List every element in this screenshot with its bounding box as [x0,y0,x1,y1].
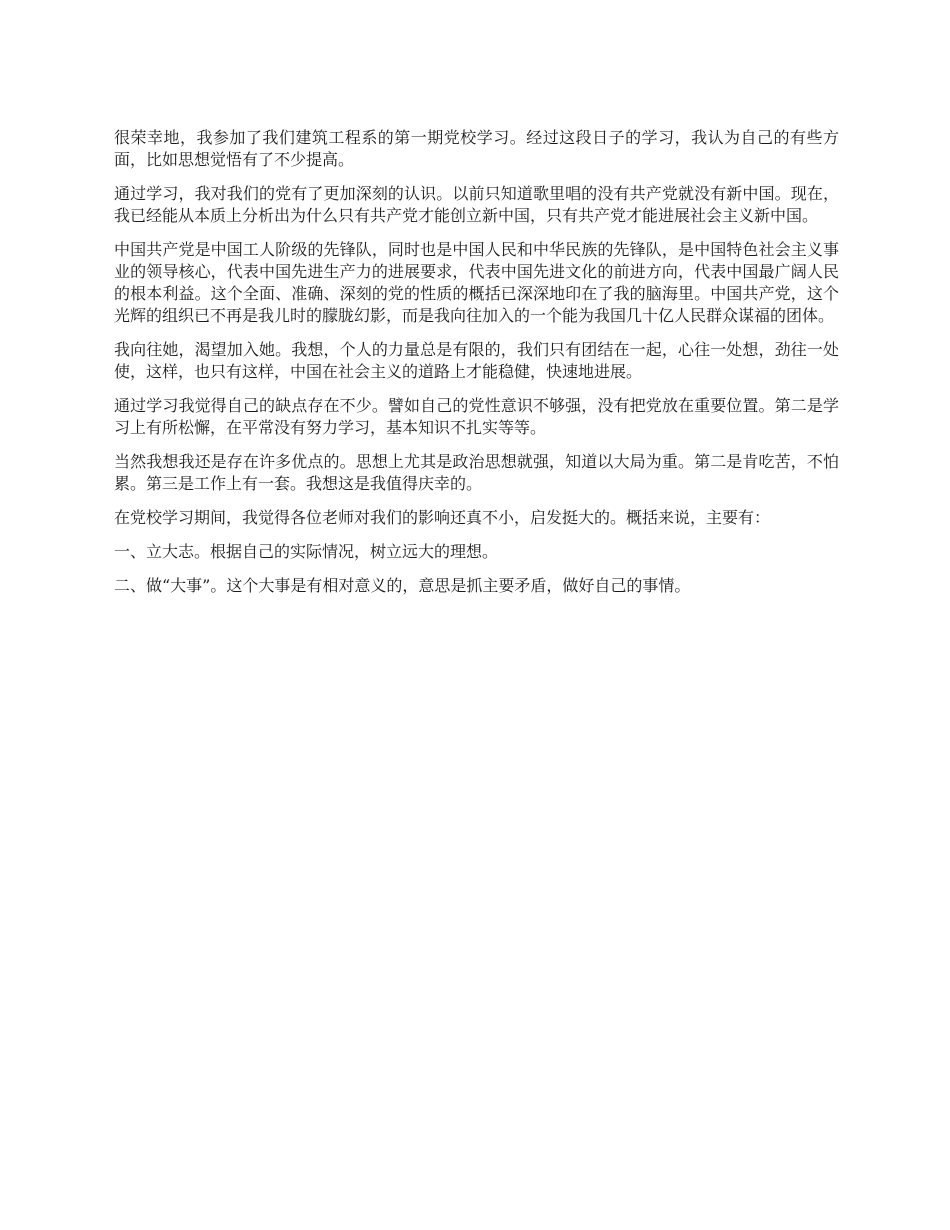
paragraph-point-two: 二、做“大事”。这个大事是有相对意义的，意思是抓主要矛盾，做好自己的事情。 [114,576,691,595]
paragraph-shortcomings: 通过学习我觉得自己的缺点存在不少。譬如自己的党性意识不够强，没有把党放在重要位置。第二是学习上有所松懈，在平常没有努力学习，基本知识不扎实等等。 [114,396,839,437]
paragraph-understanding: 通过学习，我对我们的党有了更加深刻的认识。以前只知道歌里唱的没有共产党就没有新中国。现在，我已经能从本质上分析出为什么只有共产党才能创立新中国，只有共产党才能进展社会主义新中国。 [114,184,839,225]
document-body [114,127,839,609]
paragraph-party-nature: 中国共产党是中国工人阶级的先锋队，同时也是中国人民和中华民族的先锋队，是中国特色社会主义事业的领导核心，代表中国先进生产力的进展要求，代表中国先进文化的前进方向，代表中国最广阔人民的根本利益。这个全面、准确、深刻的党的性质的概括已深深地印在了我的脑海里。中国共产党，这个光辉的组织已不再是我儿时的朦胧幻影，而是我向往加入的一个能为我国几十亿人民群众谋福的团体。 [114,240,839,325]
paragraph-point-one: 一、立大志。根据自己的实际情况，树立远大的理想。 [114,542,499,561]
paragraph-intro: 很荣幸地，我参加了我们建筑工程系的第一期党校学习。经过这段日子的学习，我认为自己的有些方面，比如思想觉悟有了不少提高。 [114,128,839,169]
paragraph-strengths: 当然我想我还是存在许多优点的。思想上尤其是政治思想就强，知道以大局为重。第二是肯吃苦，不怕累。第三是工作上有一套。我想这是我值得庆幸的。 [114,452,839,493]
paragraph-aspiration: 我向往她，渴望加入她。我想，个人的力量总是有限的，我们只有团结在一起，心往一处想，劲往一处使，这样，也只有这样，中国在社会主义的道路上才能稳健，快速地进展。 [114,340,839,381]
paragraph-teachers: 在党校学习期间，我觉得各位老师对我们的影响还真不小，启发挺大的。概括来说，主要有： [114,508,771,527]
